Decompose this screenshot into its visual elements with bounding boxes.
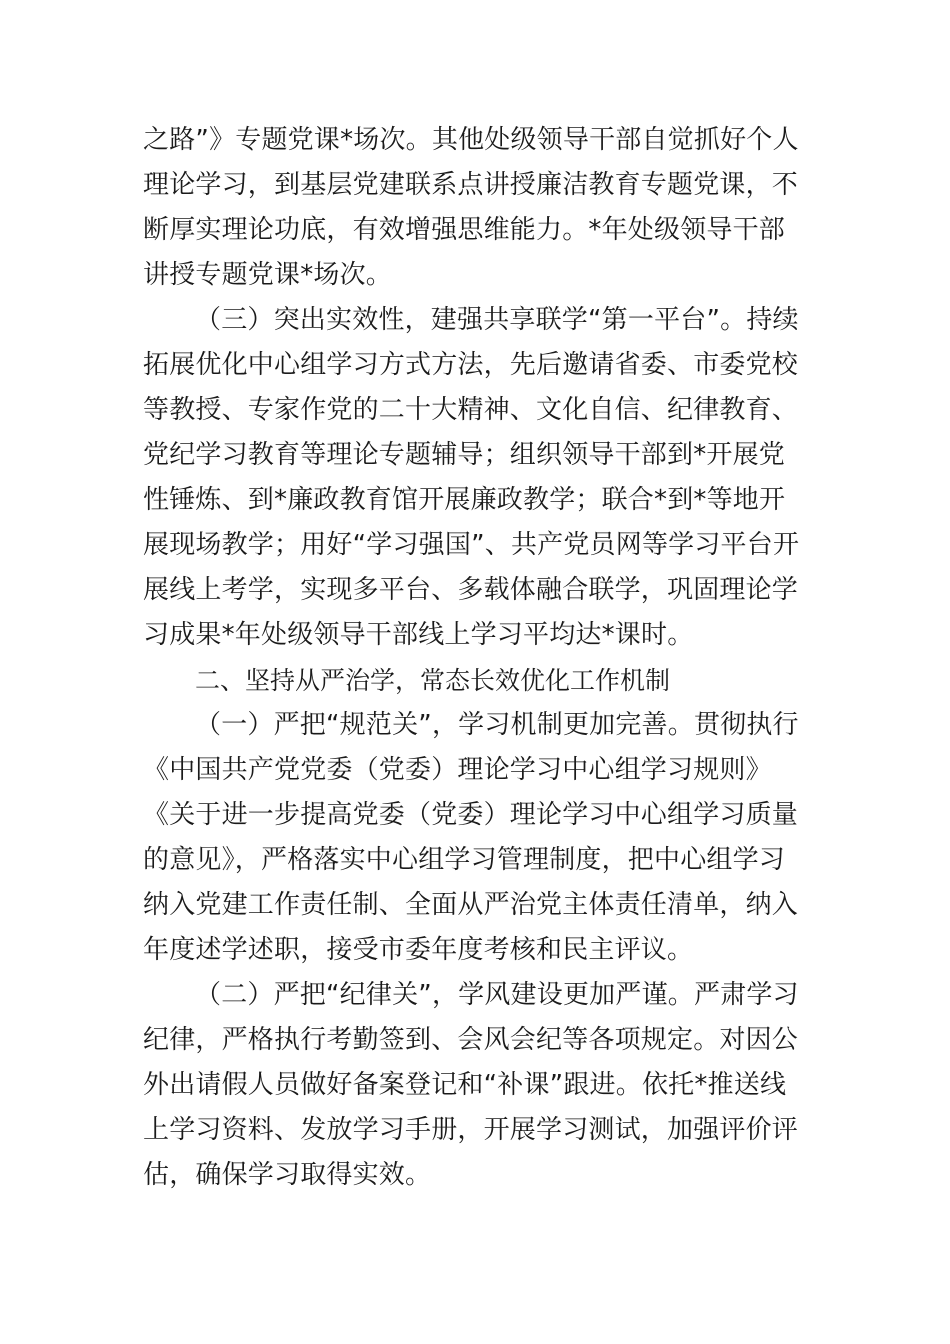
paragraph-section-three: （三）突出实效性，建强共享联学“第一平台”。持续拓展优化中心组学习方式方法，先后邀请省委、市委党校等教授、专家作党的二十大精神、文化自信、纪律教育、党纪学习教育等理论专题辅导；组织领导干部到*开展党性锤炼、到*廉政教育馆开展廉政教学；联合*到*等地开展现场教学；用好“学习强国”、共产党员网等学习平台开展线上考学，实现多平台、多载体融合联学，巩固理论学习成果*年处级领导干部线上学习平均达*课时。: [143, 305, 800, 650]
paragraph-subsection-one: （一）严把“规范关”，学习机制更加完善。贯彻执行《中国共产党党委（党委）理论学习中心组学习规则》《关于进一步提高党委（党委）理论学习中心组学习质量的意见》，严格落实中心组学习管理制度，把中心组学习纳入党建工作责任制、全面从严治党主体责任清单，纳入年度述学述职，接受市委年度考核和民主评议。: [143, 710, 799, 965]
paragraph-subsection-two: （二）严把“纪律关”，学风建设更加严谨。严肃学习纪律，严格执行考勤签到、会风会纪等各项规定。对因公外出请假人员做好备案登记和“补课”跟进。依托*推送线上学习资料、发放学习手册，开展学习测试，加强评价评估，确保学习取得实效。: [143, 980, 799, 1190]
section-heading-two: 二、坚持从严治学，常态长效优化工作机制: [195, 666, 671, 695]
paragraph-continuation: 之路”》专题党课*场次。其他处级领导干部自觉抓好个人理论学习，到基层党建联系点讲授廉洁教育专题党课，不断厚实理论功底，有效增强思维能力。*年处级领导干部讲授专题党课*场次。: [143, 125, 799, 290]
document-body: [143, 118, 803, 1198]
